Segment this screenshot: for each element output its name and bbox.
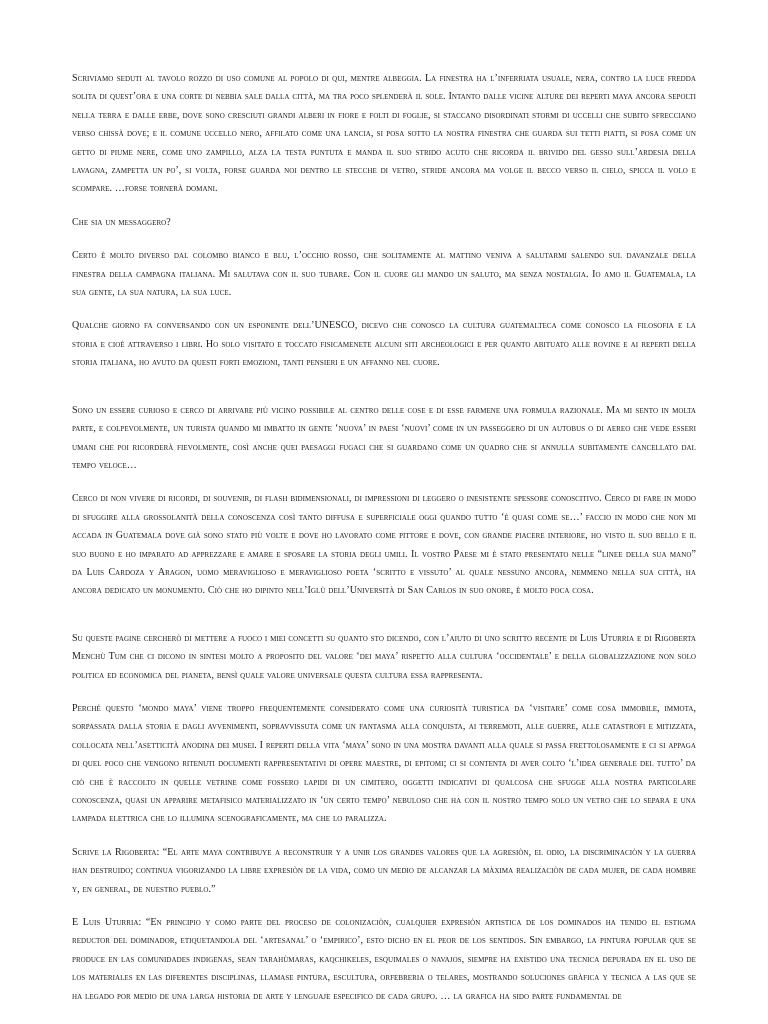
paragraph-9: Scrive la Rigoberta: “El arte maya contribuye a reconstruir y a unir los grandes valores que la agresiòn, el odio, la discriminaciòn y la guerra han destruido; continua vigorizando la libre expresiòn de la vida, como un medio de alcanzar la màxima realizaciòn de cada mujer, de cada hombre y, en general, de nuestro pueblo.” [72, 846, 696, 895]
paragraph-spacer [72, 302, 696, 317]
paragraph-1: Scriviamo seduti al tavolo rozzo di uso comune al popolo di qui, mentre albeggia. La finestra ha l’inferriata usuale, nera, contro la luce fredda solita di quest’ora e una corte di nebbia sale dalla città, ma tra poco splenderà il sole. Intanto dalle vicine alture dei reperti maya ancora sepolti nella terra e dalle erbe, dove sono cresciuti grandi alberi in fiore e folti di foglie, si staccano disordinati stormi di uccelli che subito sfrecciano verso chissà dove; e il comune uccello nero, affilato come una lancia, si posa sotto la nostra finestra che guarda sui tetti piatti, si posa come un getto di piume nere, come uno zampillo, alza la testa puntuta e manda il suo strido acuto che ricorda il brivido del gesso sull’ardesia della lavagna, zampetta un po’, si volta, forse guarda noi dentro le stecche di vetro, stride ancora ma volge il becco verso il cielo, spicca il volo e scompare. …forse tornerà domani. [72, 73, 696, 195]
paragraph-10: E Luis Uturria: “En principio y como parte del proceso de colonizaciòn, cualquier expresiòn artistica de los dominados ha tenido el estigma reductor del dominador, etiquetandola del ‘artesanal’ o ‘empirico’, esto dicho en el peor de los sentidos. Sin embargo, la pintura popular que se produce en las comunidades indigenas, sean tarahùmaras, kaqchikeles, esquimales o navajos, siempre ha existido una tecnica depurada en el uso de los materiales en las diferentes disciplinas, llamase pintura, escultura, orfebreria o telares, mostrando soluciones gràfica y tecnica a las que se ha legado por medio de una larga historia de arte y lenguaje especifico de cada grupo. … la grafica ha sido parte fundamental de [72, 917, 696, 1002]
paragraph-spacer [72, 475, 696, 490]
paragraph-spacer [72, 199, 696, 214]
paragraph-spacer [72, 232, 696, 247]
paragraph-spacer [72, 685, 696, 700]
paragraph-3: Certo è molto diverso dal colombo bianco e blu, l’occhio rosso, che solitamente al mattino veniva a salutarmi salendo sul davanzale della finestra della campagna italiana. Mi salutava con il suo tubare. Con il cuore gli mando un saluto, ma senza nostalgia. Io amo il Guatemala, la sua gente, la sua natura, la sua luce. [72, 250, 696, 299]
paragraph-spacer [72, 601, 696, 630]
paragraph-2: Che sia un messaggero? [72, 216, 171, 228]
paragraph-5: Sono un essere curioso e cerco di arrivare più vicino possibile al centro delle cose e di esse farmene una formula razionale. Ma mi sento in molta parte, e colpevolmente, un turista quando mi imbatto in gente ‘nuova’ in paesi ‘nuovi’ come in un passeggero di un autobus o di aereo che vede esseri umani che poi ricorderà fievolmente, così anche quei paesaggi fugaci che si guardano come un quadro che si annulla subitamente cancellato dal tempo veloce… [72, 404, 696, 471]
paragraph-spacer [72, 899, 696, 914]
paragraph-6: Cerco di non vivere di ricordi, di souvenir, di flash bidimensionali, di impressioni di leggero o inesistente spessore conoscitivo. Cerco di fare in modo di sfuggire alla grossolanità della conoscenza così tanto diffusa e superficiale oggi quando tutto ‘è quasi come se…’ faccio in modo che non mi accada in Guatemala dove già sono stato più volte e dove ho lavorato come pittore e dove, con grande piacere interiore, ho visto il suo bello e il suo buono e ho imparato ad apprezzare e amare e sposare la storia degli umili. Il vostro Paese mi è stato presentato nelle “linee della sua mano” da Luis Cardoza y Aragon, uomo meraviglioso e meraviglioso poeta ‘scritto e vissuto’ al quale nessuno ancora, nemmeno nella sua città, ha ancora dedicato un monumento. Ciò che ho dipinto nell’Iglù dell’Università di San Carlos in suo onore, è molto poca cosa. [72, 493, 696, 597]
paragraph-spacer [72, 373, 696, 402]
paragraph-7: Su queste pagine cercherò di mettere a fuoco i miei concetti su quanto sto dicendo, con l’aiuto di uno scritto recente di Luis Uturria e di Rigoberta Menchù Tum che ci dicono in sintesi molto a proposito del valore ‘dei maya’ rispetto alla cultura ‘occidentale’ e della globalizzazione non solo politica ed economica del pianeta, bensì quale valore universale questa cultura essa rappresenta. [72, 632, 696, 681]
paragraph-4: Qualche giorno fa conversando con un esponente dell’UNESCO, dicevo che conosco la cultura guatemalteca come conosco la filosofia e la storia e cioè attraverso i libri. Ho solo visitato e toccato fisicamenete alcuni siti archeologici e per quanto abituato alle rovine e ai reperti della storia italiana, ho avuto da questi forti emozioni, tanti pensieri e un affanno nel cuore. [72, 320, 696, 369]
paragraph-spacer [72, 829, 696, 844]
paragraph-8: Perché questo ‘mondo maya’ viene troppo frequentemente considerato come una curiosità turistica da ‘visitare’ come cosa immobile, immota, sorpassata dalla storia e dagli avvenimenti, sopravvissuta come un fantasma alla conquista, ai terremoti, alle guerre, alle catastrofi e mitizzata, collocata nell’asetticità anodina dei musei. I reperti della vita ‘maya’ sono in una mostra davanti alla quale si passa frettolosamente e ci si appaga di quel poco che vengono ritenuti documenti rappresentativi di opere maestre, di epitomi; ci si contenta di aver colto ‘l’idea generale del tutto’ da ciò che è raccolto in quelle vetrine come fossero lapidi di un cimitero, oggetti indicativi di qualcosa che sfugge alla nostra particolare conoscenza, quasi un apparire metafisico materializzato in ‘un certo tempo’ nebuloso che ha con il nostro tempo solo un vetro che lo separa e una lampada elettrica che lo illumina scenograficamente, ma che lo paralizza. [72, 702, 696, 825]
